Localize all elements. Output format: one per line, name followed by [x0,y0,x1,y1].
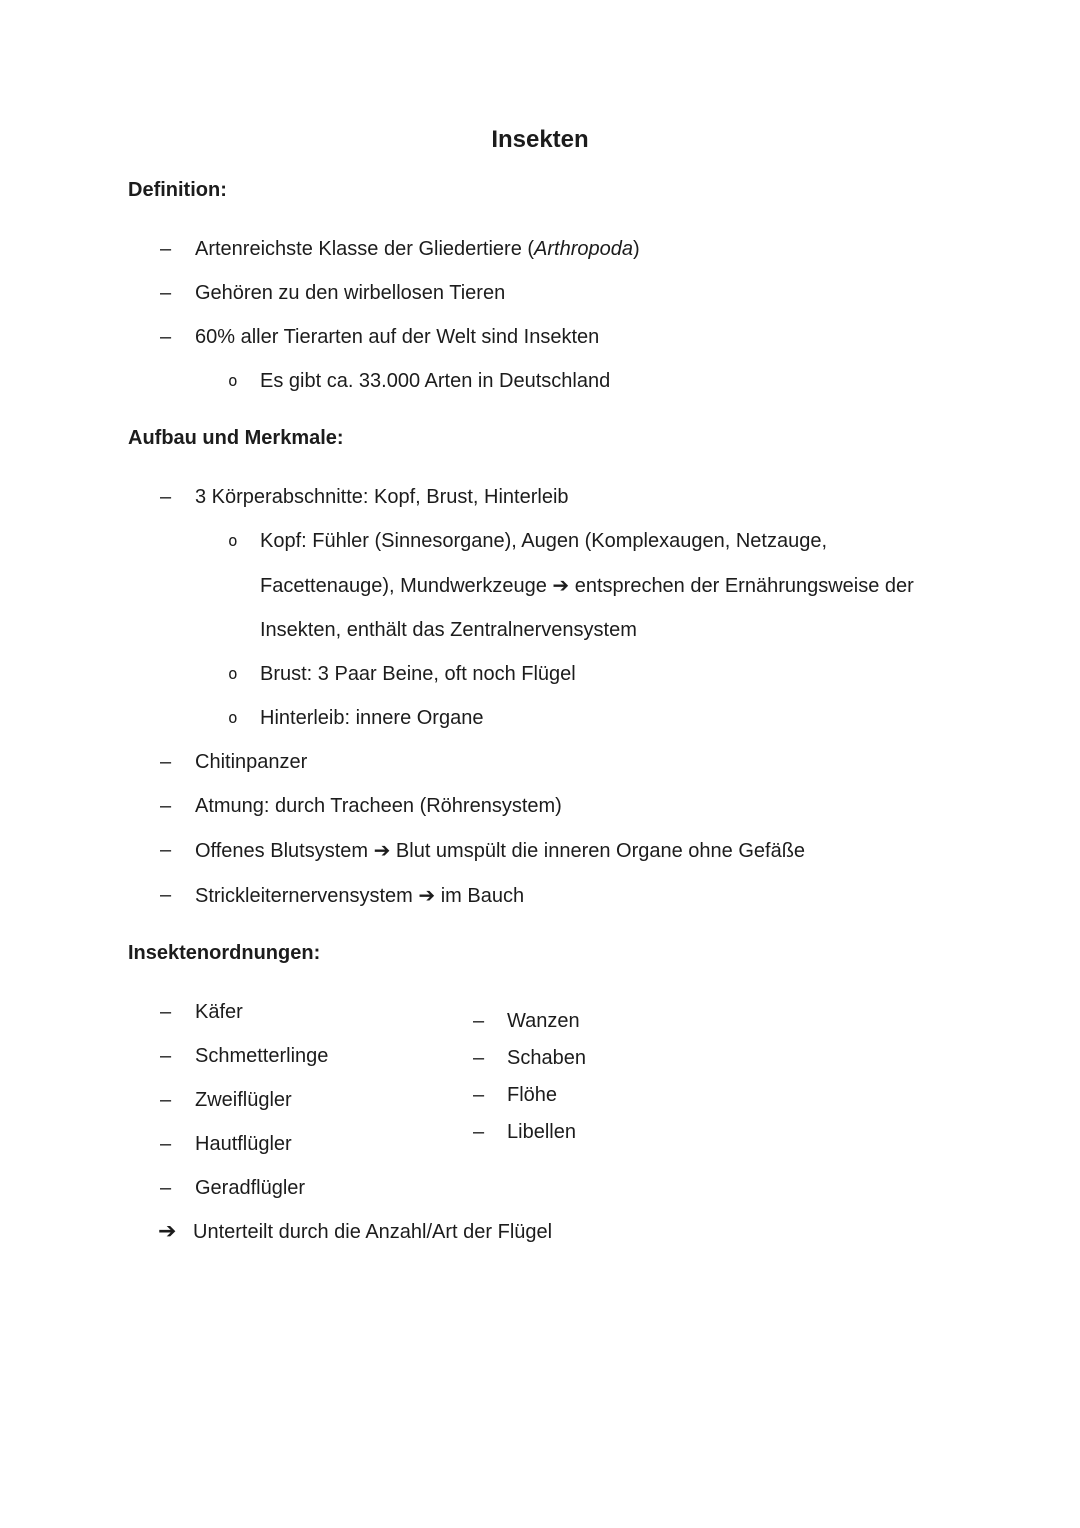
circle-bullet-icon: o [228,371,238,390]
dash-bullet-icon: – [160,326,172,348]
item-text-segment: Unterteilt durch die Anzahl/Art der Flügel [193,1221,553,1243]
item-text-segment: Artenreichste Klasse der Gliedertiere ( [195,238,535,260]
item-text [195,828,952,873]
list-item [160,740,952,784]
item-text-segment: Geradflügler [195,1177,306,1199]
list-item [473,1077,952,1114]
dash-bullet-icon: – [160,1133,172,1155]
item-text-segment: Chitinpanzer [195,751,308,773]
list-item [228,359,952,403]
list-item [160,227,952,271]
item-text-segment: Hinterleib: innere Organe [260,707,484,729]
section-heading: Aufbau und Merkmale: [128,427,344,449]
dash-bullet-icon: – [160,238,172,260]
item-text [260,359,920,403]
dash-bullet-icon: – [473,1010,485,1032]
section-heading: Insektenordnungen: [128,942,321,964]
item-text [260,519,920,652]
dash-bullet-icon: – [473,1121,485,1143]
section-heading: Definition: [128,179,227,201]
item-text [507,1040,952,1077]
list-item [160,1166,473,1210]
item-text [195,315,952,359]
item-text-segment: Käfer [195,1001,243,1023]
dash-bullet-icon: – [473,1084,485,1106]
right-arrow-icon: ➔ [373,838,391,862]
dash-bullet-icon: – [160,839,172,861]
arrow-icon: ➔ [158,1219,177,1244]
list-item [228,652,952,696]
item-text-segment: ) [633,238,640,260]
item-text [507,1114,952,1151]
item-text-segment: Strickleiternervensystem [195,885,419,907]
dash-bullet-icon: – [473,1047,485,1069]
item-text-segment: 60% aller Tierarten auf der Welt sind Insekten [195,326,600,348]
document-content [128,175,952,1254]
dash-bullet-icon: – [160,282,172,304]
list-item [228,519,952,652]
list-item [160,784,952,828]
list-item [228,696,952,740]
column-right [473,990,952,1210]
item-text-italic: Arthropoda [534,238,634,260]
item-text [195,475,952,519]
item-text [507,1003,952,1040]
list-item [160,1034,473,1078]
circle-bullet-icon: o [228,531,238,550]
item-text [195,1078,473,1122]
item-text-segment: Zweiflügler [195,1089,292,1111]
item-text-segment: Hautflügler [195,1133,292,1155]
item-text-segment: Libellen [507,1121,576,1143]
item-text [260,696,920,740]
dash-bullet-icon: – [160,1045,172,1067]
item-text-segment: Gehören zu den wirbellosen Tieren [195,282,506,304]
item-text [195,784,952,828]
dash-bullet-icon: – [160,1089,172,1111]
item-text [195,1166,473,1210]
item-text [195,271,952,315]
dash-bullet-icon: – [160,884,172,906]
list-item [473,1040,952,1077]
item-text-segment: Atmung: durch Tracheen (Röhrensystem) [195,795,562,817]
item-text-segment: Brust: 3 Paar Beine, oft noch Flügel [260,663,576,685]
item-text-segment: entsprechen der Ernährungsweise der Insekten, enthält das Zentralnervensystem [260,575,914,641]
list-item [160,315,952,359]
item-text [193,1210,952,1254]
document-title: Insekten [491,126,589,153]
list-item [160,990,473,1034]
circle-bullet-icon: o [228,664,238,683]
right-arrow-icon: ➔ [552,573,570,597]
dash-bullet-icon: – [160,486,172,508]
right-arrow-icon: ➔ [418,883,436,907]
item-text [195,227,952,271]
dash-bullet-icon: – [160,795,172,817]
list-item [473,1003,952,1040]
item-text [507,1077,952,1114]
list-item [160,1122,473,1166]
list-item [160,873,952,918]
item-text [260,652,920,696]
item-text-segment: Es gibt ca. 33.000 Arten in Deutschland [260,370,611,392]
list-item [160,271,952,315]
dash-bullet-icon: – [160,751,172,773]
dash-bullet-icon: – [160,1001,172,1023]
list-item [160,475,952,519]
two-column-list [128,990,952,1210]
item-text [195,873,952,918]
item-text [195,990,473,1034]
item-text-segment: Schaben [507,1047,586,1069]
circle-bullet-icon: o [228,708,238,727]
item-text-segment: Schmetterlinge [195,1045,329,1067]
item-text [195,740,952,784]
list-item [160,828,952,873]
item-text [195,1034,473,1078]
list-item [158,1210,952,1254]
item-text-segment: im Bauch [435,885,525,907]
dash-bullet-icon: – [160,1177,172,1199]
item-text-segment: Blut umspült die inneren Organe ohne Gefäße [390,840,806,862]
list-item [160,1078,473,1122]
item-text-segment: Kopf: Fühler (Sinnesorgane), Augen (Komplexaugen, Netzauge, Facettenauge), Mundwerkzeuge [260,530,828,597]
column-left [128,990,473,1210]
item-text-segment: 3 Körperabschnitte: Kopf, Brust, Hinterleib [195,486,569,508]
item-text-segment: Offenes Blutsystem [195,840,374,862]
item-text [195,1122,473,1166]
list-item [473,1114,952,1151]
item-text-segment: Flöhe [507,1084,558,1106]
item-text-segment: Wanzen [507,1010,580,1032]
